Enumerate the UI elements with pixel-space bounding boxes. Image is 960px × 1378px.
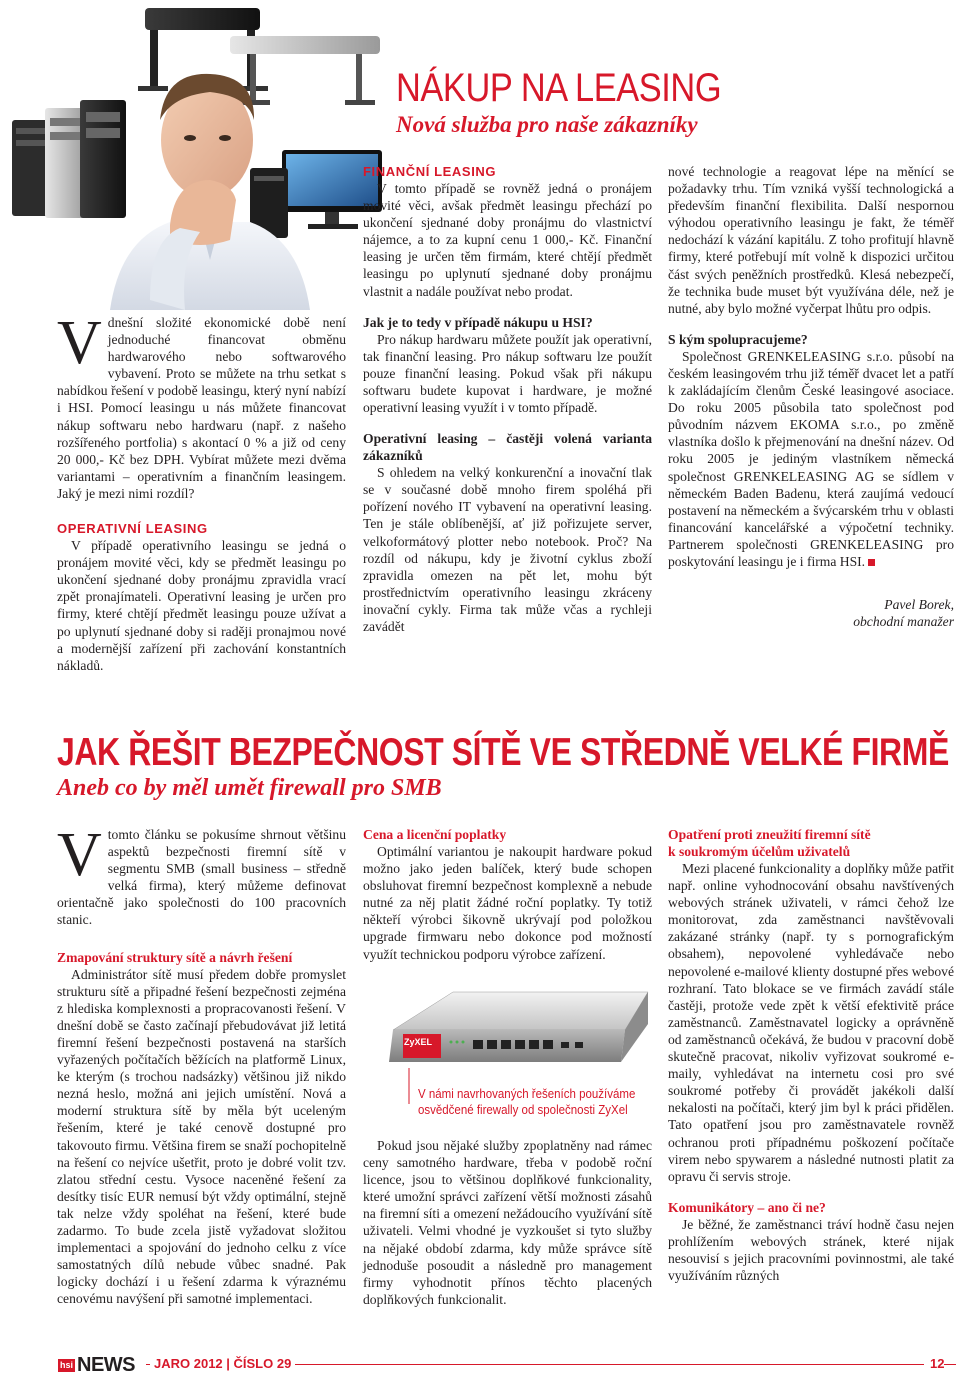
operative-preferred-text: S ohledem na velký konkurenční a inovační tlak se v současné době mnoho firem spoléhá při pořízení nového IT vybavení na operativní leasing. Ten je stále oblíbenější, ať již pořizujete server, velkoformátový plotter nebo notebook. Proč? Na rozdíl od nákupu, kdy je životní cyklus zboží zpravidla omezen na pět let, mohu být prostřednictvím operativního leasingu zkráceny inovační cykly. Firma tak může včas a rychleji zavádět <box>363 465 652 634</box>
end-mark-icon <box>868 559 875 566</box>
operative-leasing-heading: OPERATIVNÍ LEASING <box>57 521 208 537</box>
article1-dropcap: V <box>57 309 102 377</box>
article2-col2 <box>363 826 652 963</box>
article1-col2 <box>363 163 652 635</box>
author-role: obchodní manažer <box>853 614 954 630</box>
misuse-text: Mezi placené funkcionality a doplňky může patřit např. online vyhodnocování obsahu navštívených webových stránek uživateli, v rámci čehož lze monitorovat, zda zaměstnanci navštěvovali zakázané stránky (např. ty s pornografickým obsahem), nepovolené vyhledávače nebo nepovolené e-mailové klienty dostupné přes webové rozhraní. Tato blokace se ve firmách zavádí stále častěji, protože vede zpět k větší efektivitě práce zaměstnanců. Zaměstnavatel logicky a oprávněně od zaměstnanců očekává, že budou v pracovní době skutečně pracovat, nikoliv vyřizovat soukromé e-maily, vyhledávat na internetu cosi pro své soukromé potřeby či provádět jakékoli další nekalosti na počítači, který jim byl k práci přidělen. Tato opatření jsou pro zaměstnavatele rovněž ochranou proti případnému poškození počítače virem nebo spywarem a následné nutnosti platit za opravu či servis stroje. <box>668 861 954 1184</box>
footer-logo <box>58 1355 135 1375</box>
footer <box>0 1352 960 1378</box>
article2-intro-paragraph: Vtomto článku se pokusíme shrnout většinu aspektů bezpečnosti firemní sítě v segmentu SMB (small business – středně velká firma), který můžeme definovat orientačně jako společnosti do 100 pracovních stanic. <box>57 821 346 928</box>
article1-col3 <box>668 163 954 630</box>
misuse-heading-line2: k soukromým účelům uživatelů <box>668 844 851 859</box>
messengers-text: Je běžné, že zaměstnanci tráví hodně času nejen prohlížením webových stránek, které nijak nesouvisí s jejich pracovními povinnostmi, ale také využíváním různých <box>668 1216 954 1284</box>
device-brand-label: ZyXEL <box>404 1037 433 1047</box>
footer-issue: JARO 2012 | ČÍSLO 29 <box>150 1356 295 1372</box>
partner-text: Společnost GRENKELEASING s.r.o. působí na českém leasingovém trhu již téměř dvacet let a patří k zakládajícím členům České leasingové asociace. Do roku 2005 působila tato společnost pod původním názvem EKOMA s.r.o., po změně vlastníka došlo k přejmenování na dnešní název. Od roku 2005 je jediným vlastníkem německá společnost GRENKELEASING AG se sídlem v německém Baden Badenu, která zaujímá vedoucí postavení na německém a švýcarském trhu v oblasti financování kancelářské a výpočetní techniky. Partnerem společnosti GRENKELEASING pro poskytování leasingu je i firma HSI. <box>668 348 954 569</box>
operative-preferred-heading: Operativní leasing – častěji volená varianta zákazníků <box>363 431 652 464</box>
hsi-purchase-text: Pro nákup hardwaru můžete použít jak operativní, tak finanční leasing. Pro nákup softwaru lze použít pouze finanční leasing. Pokud však při nákupu softwaru budete kupovat i hardware, je možné operativní leasing využít i v tomto případě. <box>363 331 652 416</box>
price-license-heading: Cena a licenční poplatky <box>363 827 507 842</box>
partner-heading: S kým spolupracujeme? <box>668 331 808 347</box>
caption-pointer-line <box>406 1068 416 1106</box>
article2-col2-lower <box>363 1137 652 1308</box>
financial-leasing-heading: FINANČNÍ LEASING <box>363 164 497 179</box>
footer-page-number: 12 <box>924 1356 944 1372</box>
network-mapping-heading: Zmapování struktury sítě a návrh řešení <box>57 949 293 965</box>
article2-title: JAK ŘEŠIT BEZPEČNOST SÍTĚ VE STŘEDNĚ VELKÉ FIRMĚ <box>57 731 949 774</box>
operative-leasing-text: V případě operativního leasingu se jedná o pronájem movité věci, kdy se předmět leasingu po ukončení sjednané doby pronájmu zpravidla vrací zpět pronajímateli. Operativní leasing je určen pro firmy, které chtějí předmět leasingu pouze užívat a po uplynutí sjednané doby si raději pronajmou nové a modernější zařízení při zachování konstantních nákladů. <box>57 538 346 673</box>
article2-subtitle: Aneb co by měl umět firewall pro SMB <box>57 775 442 801</box>
financial-leasing-text: V tomto případě se rovněž jedná o pronájem movité věci, avšak předmět leasingu přechází po ukončení sjednané doby pronájmu do vlastnictví nájemce, a to za kupní cenu 1 000,- Kč. Finanční leasing je určen těm firmám, které chtějí předmět leasingu po uplynutí sjednané doby pronájmu vlastnit a nadále používat nebo prodat. <box>363 181 652 299</box>
footer-logo-hsi: hsi <box>60 1359 74 1370</box>
article1-col3-text: nové technologie a reagovat lépe na měnící se požadavky trhu. Tím vzniká vyšší technologická a především finanční flexibilita. Další nespornou výhodou operativního leasingu je fakt, že téměř nedochází k vázání kapitálu. Z toho profitují hlavně firmy, které potřebují mít volně k dispozici určitou část svých peněžních prostředků. Klesá nebezpečí, že technika bude muset být využívána déle, než je nutné, aby bylo možné vyčerpat lhůtu pro odpis. <box>668 164 954 316</box>
messengers-heading: Komunikátory – ano či ne? <box>668 1199 826 1215</box>
article2-col3 <box>668 826 954 1284</box>
network-mapping-text: Administrátor sítě musí předem dobře promyslet strukturu sítě a připadné řešení bezpečnosti zejména z hlediska komplexnosti a propracovanosti řešení. V dnešní době se často začínají přebudovávat již letitá firemní řešení bezpečnosti postavená na starších vyřazených počítačích běžících na platformě Linux, ke kterým (s trochou nadsázky) většinou již nikdo nezná heslo, možná ani jejich umístění. Nová a moderní struktura sítě by měla být uceleným řešením, které je také cenově dostupné pro takovouto firmu. Většina firem se snaží pochopitelně na řešení co nejvíce ušetřit, proto je dobré volit tzv. zlatou střední cestu. Vysoce naceněné řešení za desítky tisíc EUR nemusí být vždy optimální, stejně tak nelze vždy spoléhat na řešení, které bude zadarmo. To bude zcela jistě vyžadovat složitou implementaci a spojování do jednoho celku z více samostatných dílů nebude vůbec snadné. Pak logicky dochází i u řešení zdarma k výraznému cenovému navýšení při samotné implementaci. <box>57 966 346 1307</box>
paid-services-text: Pokud jsou nějaké služby zpoplatněny nad rámec ceny samotného hardware, třeba v podobě roční licence, jsou to většinou doplňkové funkcionality, které umožní správci zařízení větší možnosti zásahů na firemní síti a omezení nežádoucího využívání sítě uživateli. Velmi vhodné je vyzkoušet si tyto služby na nějaké období zdarma, kdy může správce sítě jednoduše posoudit a následně pro management firmy vyhodnotit přínos těchto placených doplňkových funkcionalit. <box>363 1138 652 1307</box>
article2-dropcap: V <box>57 821 102 889</box>
article1-col1 <box>57 309 346 674</box>
footer-logo-news: NEWS <box>77 1354 136 1376</box>
image-caption: V námi navrhovaných řešeních používáme osvědčené firewally od společnosti ZyXel <box>418 1087 636 1117</box>
article1-title: NÁKUP NA LEASING <box>396 66 722 110</box>
server-towers-image <box>12 100 126 218</box>
hsi-purchase-heading: Jak je to tedy v případě nákupu u HSI? <box>363 314 593 330</box>
article2-col1 <box>57 821 346 1307</box>
misuse-heading-line1: Opatření proti zneužití firemní sítě <box>668 827 871 842</box>
article1-intro-paragraph: Vdnešní složité ekonomické době není jednoduché financovat obměnu hardwarového nebo softwarového vybavení. Proto se můžete na trhu setkat s nabídkou řešení v podobě leasingu, který nyní nabízí i HSI. Pomocí leasingu u nás můžete financovat nákup softwaru nebo hardwaru (např. z našeho rozšířeného portfolia) s akontací 0 % a již od ceny 20 000,- Kč bez DPH. Vybírat můžete mezi dvěma variantami – operativním a finančním leasingem. Jaký je mezi nimi rozdíl? <box>57 309 346 501</box>
author-name: Pavel Borek, <box>884 597 954 613</box>
price-license-text: Optimální variantou je nakoupit hardware pokud možno jako jeden balíček, který bude schopen obsluhovat firemní bezpečnost komplexně a nebude nutné za něj platit žádné roční poplatky. Ty totiž někteří výrobci šikovně ukrývají pod položkou upgrade firmwaru nebo dokonce pod možností využít technickou podporu výrobce zařízení. <box>363 844 652 962</box>
hero-illustration <box>0 0 395 310</box>
article1-subtitle: Nová služba pro naše zákazníky <box>396 112 698 137</box>
